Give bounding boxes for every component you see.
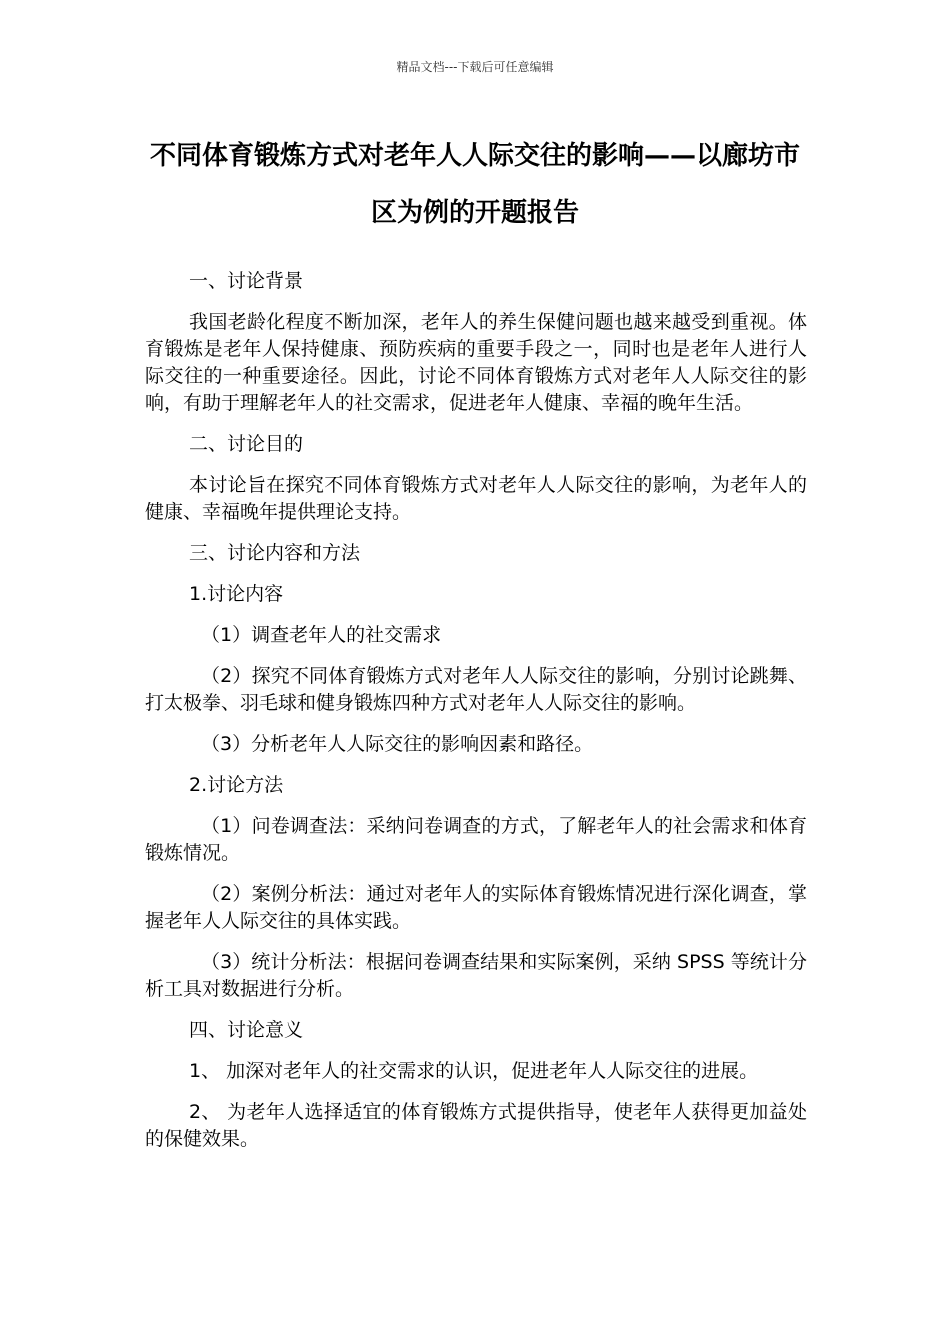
document-body bbox=[145, 268, 807, 1167]
method-item: （1）问卷调查法：采纳问卷调查的方式，了解老年人的社会需求和体育锻炼情况。 bbox=[145, 815, 807, 864]
section-heading-background: 一、讨论背景 bbox=[189, 270, 304, 292]
paragraph-background: 我国老龄化程度不断加深，老年人的养生保健问题也越来越受到重视。体育锻炼是老年人保持健康、预防疾病的重要手段之一，同时也是老年人进行人际交往的一种重要途径。因此，讨论不同体育锻炼方式对老年人人际交往的影响，有助于理解老年人的社交需求，促进老年人健康、幸福的晚年生活。 bbox=[145, 311, 807, 414]
method-item: （2）案例分析法：通过对老年人的实际体育锻炼情况进行深化调查，掌握老年人人际交往的具体实践。 bbox=[145, 883, 807, 932]
content-item: （1）调查老年人的社交需求 bbox=[201, 624, 442, 646]
content-item: （3）分析老年人人际交往的影响因素和路径。 bbox=[201, 733, 594, 755]
significance-item: 2、 为老年人选择适宜的体育锻炼方式提供指导，使老年人获得更加益处的保健效果。 bbox=[145, 1101, 807, 1150]
section-heading-purpose: 二、讨论目的 bbox=[189, 433, 304, 455]
significance-item: 1、 加深对老年人的社交需求的认识，促进老年人人际交往的进展。 bbox=[189, 1060, 759, 1082]
section-heading-content-method: 三、讨论内容和方法 bbox=[189, 542, 361, 564]
content-item: （2）探究不同体育锻炼方式对老年人人际交往的影响，分别讨论跳舞、打太极拳、羽毛球和健身锻炼四种方式对老年人人际交往的影响。 bbox=[145, 665, 807, 714]
subheading-content: 1.讨论内容 bbox=[189, 583, 284, 605]
paragraph-purpose: 本讨论旨在探究不同体育锻炼方式对老年人人际交往的影响，为老年人的健康、幸福晚年提供理论支持。 bbox=[145, 474, 807, 523]
header-note: 精品文档---下载后可任意编辑 bbox=[396, 60, 554, 74]
subheading-method: 2.讨论方法 bbox=[189, 774, 284, 796]
section-heading-significance: 四、讨论意义 bbox=[189, 1019, 304, 1041]
method-item: （3）统计分析法：根据问卷调查结果和实际案例，采纳 SPSS 等统计分析工具对数据进行分析。 bbox=[145, 951, 807, 1000]
document-title: 不同体育锻炼方式对老年人人际交往的影响——以廊坊市区为例的开题报告 bbox=[149, 141, 800, 228]
